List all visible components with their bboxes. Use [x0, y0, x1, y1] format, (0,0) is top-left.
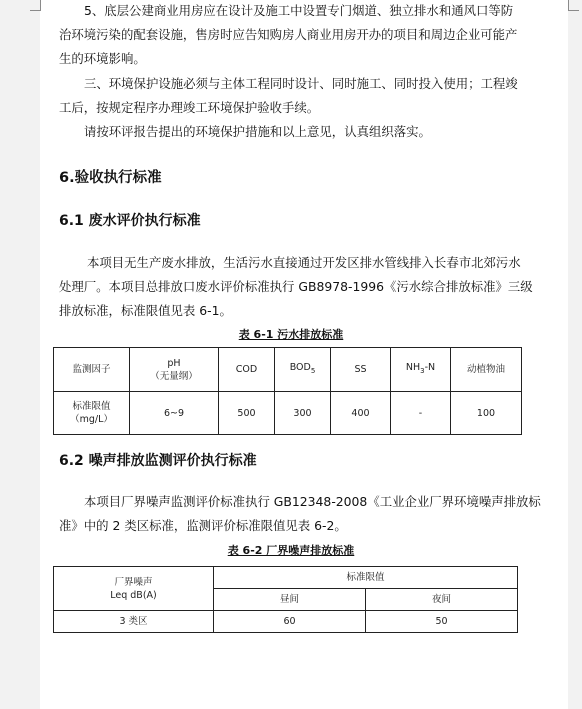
table-6-2-header-row-1 — [54, 567, 518, 589]
header-cell-standard-limit: 标准限值 — [214, 567, 518, 589]
header-cell-nh3n: $NH_3-N$ — [391, 348, 451, 392]
header-cell-animal-plant-oil: 动植物油 — [451, 348, 522, 392]
header-cell-bod5: $BOD_5$ — [275, 348, 331, 392]
table-6-1-data-row — [54, 392, 522, 435]
paragraph-2-line-1: 三、环境保护设施必须与主体工程同时设计、同时施工、同时投入使用；工程竣 — [84, 76, 518, 91]
header-cell-boundary-noise — [54, 567, 214, 611]
header-cell-cod: COD — [219, 348, 275, 392]
paragraph-3-line-1: 请按环评报告提出的环境保护措施和以上意见，认真组织落实。 — [84, 124, 431, 139]
header-ph-label: pH — [167, 357, 181, 369]
section-6-1-line-2: 处理厂。本项目总排放口废水评价标准执行 GB8978-1996《污水综合排放标准》三级 — [59, 279, 533, 294]
paragraph-2-line-2: 工后，按规定程序办理竣工环境保护验收手续。 — [59, 100, 320, 115]
row-label-cell — [54, 392, 130, 435]
section-6-2-line-2: 准》中的 2 类区标准，监测评价标准限值见表 6-2。 — [59, 518, 347, 533]
table-6-2-caption: 表 6-2 厂界噪声排放标准 — [227, 544, 355, 557]
table-6-1 — [53, 347, 522, 435]
page-corner-marker-right — [568, 0, 579, 11]
table-6-2 — [53, 566, 518, 633]
value-cell-nighttime: 50 — [366, 611, 518, 633]
value-cell-daytime: 60 — [214, 611, 366, 633]
value-cell-ph: 6~9 — [130, 392, 219, 435]
table-6-1-caption: 表 6-1 污水排放标准 — [238, 328, 344, 341]
paragraph-1-line-2: 治环境污染的配套设施，售房时应告知购房人商业用房开办的项目和周边企业可能产 — [59, 27, 518, 42]
header-cell-monitoring-factor: 监测因子 — [54, 348, 130, 392]
section-6-1-line-3: 排放标准，标准限值见表 6-1。 — [59, 303, 232, 318]
header-cell-ph — [130, 348, 219, 392]
value-cell-cod: 500 — [219, 392, 275, 435]
value-cell-animal-plant-oil: 100 — [451, 392, 522, 435]
row-label-class-3-zone: 3 类区 — [54, 611, 214, 633]
section-6-1-heading: 6.1 废水评价执行标准 — [59, 213, 201, 229]
section-6-heading: 6.验收执行标准 — [59, 170, 162, 186]
section-6-2-heading: 6.2 噪声排放监测评价执行标准 — [59, 453, 257, 469]
header-noise-line-2: Leq dB(A) — [110, 589, 157, 601]
header-ph-unit: （无量纲） — [150, 370, 198, 382]
value-cell-ss: 400 — [331, 392, 391, 435]
value-cell-bod5: 300 — [275, 392, 331, 435]
paragraph-1-line-3: 生的环境影响。 — [59, 51, 146, 66]
header-cell-daytime: 昼间 — [214, 589, 366, 611]
row-label-line-1: 标准限值 — [72, 401, 111, 412]
header-noise-line-1: 厂界噪声 — [114, 576, 153, 588]
value-cell-nh3n: - — [391, 392, 451, 435]
paragraph-1-line-1: 5、底层公建商业用房应在设计及施工中设置专门烟道、独立排水和通风口等防 — [84, 3, 514, 18]
table-6-1-header-row — [54, 348, 522, 392]
page-corner-marker-left — [30, 0, 41, 11]
table-6-2-data-row — [54, 611, 518, 633]
header-cell-ss: SS — [331, 348, 391, 392]
row-label-line-2: （mg/L） — [70, 414, 113, 425]
section-6-1-line-1: 本项目无生产废水排放，生活污水直接通过开发区排水管线排入长春市北郊污水 — [87, 255, 521, 270]
header-cell-nighttime: 夜间 — [366, 589, 518, 611]
section-6-2-line-1: 本项目厂界噪声监测评价标准执行 GB12348-2008《工业企业厂界环境噪声排放标 — [84, 494, 541, 509]
